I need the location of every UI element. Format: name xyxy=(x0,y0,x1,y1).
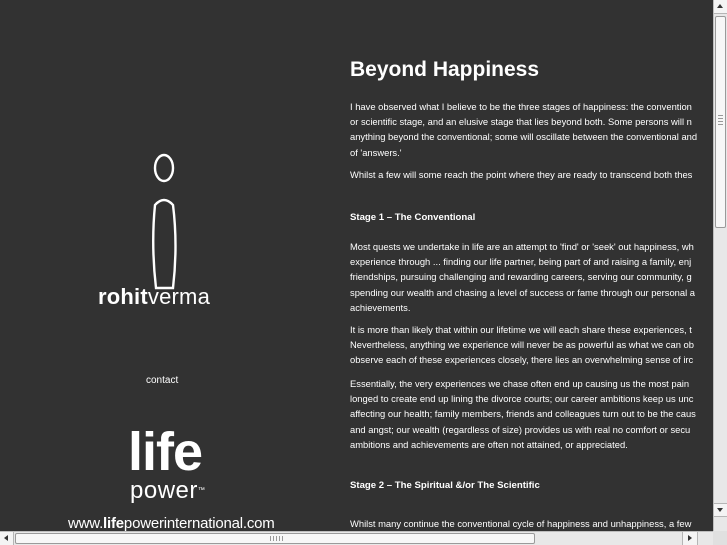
stage1-p3-line: and angst; our wealth (regardless of size) provides us with real no comfort or secu xyxy=(350,423,691,435)
scroll-right-arrow-icon[interactable] xyxy=(682,532,698,545)
stage1-p1-line: spending our wealth and chasing a level of success or fame through our personal a xyxy=(350,286,696,298)
stage2-heading: Stage 2 – The Spiritual &/or The Scientific xyxy=(350,480,540,491)
horizontal-scroll-thumb[interactable] xyxy=(15,533,535,544)
stage1-p1-line: Most quests we undertake in life are an attempt to 'find' or 'seek' out happiness, wh xyxy=(350,241,694,252)
brand-name-light: verma xyxy=(147,284,211,309)
trademark-symbol: ™ xyxy=(197,487,206,494)
website-suffix: powerinternational.com xyxy=(123,515,275,531)
stage1-p3-line: Essentially, the very experiences we chase often end up causing us the most pain xyxy=(350,378,690,389)
stage1-p2-line: Nevertheless, anything we experience will never be as powerful as what we can ob xyxy=(350,339,694,351)
stage2-p1-line: Whilst many continue the conventional cycle of happiness and unhappiness, a few xyxy=(350,518,692,529)
stage1-p3-line: longed to create end up lining the divorce courts; our career ambitions keep us unc xyxy=(350,393,694,405)
brand-name[interactable] xyxy=(98,284,238,310)
contact-link[interactable]: contact xyxy=(146,375,179,386)
sidebar xyxy=(0,0,330,531)
life-logo-word[interactable]: life xyxy=(128,422,203,482)
intro-paragraph-2 xyxy=(350,167,692,182)
intro-line: anything beyond the conventional; some will oscillate between the conventional and xyxy=(350,131,698,143)
scrollbar-corner xyxy=(713,531,727,545)
intro-paragraph xyxy=(350,99,697,160)
stage1-paragraph-1 xyxy=(350,239,695,315)
stage1-p2-line: It is more than likely that within our lifetime we will each share these experiences, t xyxy=(350,324,692,335)
scroll-up-arrow-icon[interactable] xyxy=(714,0,727,14)
stage1-p1-line: experience through ... finding our life partner, being part of and raising a family, enj xyxy=(350,256,692,268)
website-bold: life xyxy=(103,515,124,531)
stage1-p1-line: friendships, pursuing challenging and rewarding careers, serving our community, g xyxy=(350,271,692,283)
stage1-p3-line: ambitions and achievements are often not attained, or appreciated. xyxy=(350,438,628,450)
vertical-scroll-thumb[interactable] xyxy=(715,16,726,228)
intro-line: of 'answers.' xyxy=(350,146,402,158)
website-link[interactable] xyxy=(68,515,275,531)
article-title: Beyond Happiness xyxy=(350,58,540,81)
stage2-paragraph-1 xyxy=(350,516,691,531)
stage1-p1-line: achievements. xyxy=(350,301,411,313)
power-logo-word xyxy=(130,478,205,504)
person-figure-icon xyxy=(145,150,185,290)
intro2-line: Whilst a few will some reach the point where they are ready to transcend both thes xyxy=(350,169,693,180)
horizontal-scrollbar[interactable] xyxy=(0,531,713,545)
power-logo-text: power xyxy=(130,477,198,504)
intro-line: I have observed what I believe to be the three stages of happiness: the convention xyxy=(350,101,692,112)
scroll-down-arrow-icon[interactable] xyxy=(714,503,727,517)
brand-name-bold: rohit xyxy=(98,284,148,309)
intro-line: or scientific stage, and an elusive stage that lies beyond both. Some persons will n xyxy=(350,116,692,128)
stage1-paragraph-3 xyxy=(350,376,696,452)
stage1-heading: Stage 1 – The Conventional xyxy=(350,212,476,223)
scroll-left-arrow-icon[interactable] xyxy=(0,532,14,545)
stage1-p3-line: affecting our health; family members, friends and colleagues turn out to be the caus xyxy=(350,408,696,420)
website-prefix: www. xyxy=(68,515,104,531)
stage1-paragraph-2 xyxy=(350,322,694,368)
stage1-p2-line: observe each of these experiences closely, there lies an overwhelming sense of irc xyxy=(350,354,694,366)
vertical-scrollbar[interactable] xyxy=(713,0,727,531)
